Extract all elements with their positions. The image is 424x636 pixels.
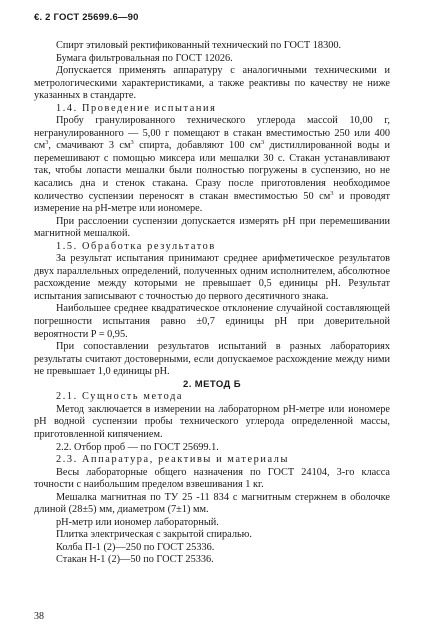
paragraph: Мешалка магнитная по ТУ 25 -11 834 с магнитным стержнем в оболочке длиной (28±5) мм, диаметром (7±1) мм.: [34, 491, 390, 516]
superscript: 3: [260, 139, 265, 147]
document-body: [34, 40, 390, 567]
paragraph: [34, 115, 390, 215]
text-line: Плитка электрическая с закрытой спиралью.: [56, 529, 252, 541]
text-line: Колба П-1 (2)—250 по ГОСТ 25336.: [56, 541, 215, 553]
paragraph: Допускается применять аппаратуру с аналогичными техническими и метрологическими характеристиками, а также реактивы по качеству не ниже указанных в стандарте.: [34, 65, 390, 102]
paragraph: Метод заключается в измерении на лабораторном pH-метре или иономере pH водной суспензии пробы технического углерода определенной массы, приготовленной кипячением.: [34, 403, 390, 440]
paragraph: Весы лабораторные общего назначения по ГОСТ 24104, 3-го класса точности с наибольшим пределом взвешивания 1 кг.: [34, 466, 390, 491]
superscript: 3: [45, 139, 49, 147]
section-title: 2. МЕТОД Б: [183, 378, 241, 390]
subsection-heading: 1.5. Обработка результатов: [56, 240, 216, 252]
paragraph-text: , смачивают 3 см: [48, 140, 131, 152]
paragraph-text: Пробу гранулированного технического углерода массой 10,00 г, негранулированного — 5,00 г помещают в стакан вместимостью 250 или 400 см: [34, 115, 390, 152]
subsection-heading: 2.1. Сущность метода: [56, 391, 184, 403]
subsection-heading: 2.3. Аппаратура, реактивы и материалы: [56, 454, 290, 466]
page-number: 38: [34, 611, 44, 622]
paragraph-text: дистиллированной воды и перемешивают с помощью миксера или мешалки 30 с. Стакан устанавливают так, чтобы лопасти мешалки были полностью погружены в суспензию, но не касались дна и стенок стакана. Сразу после приготовления необходимое количество суспензии переносят в стакан вместимостью 50 см: [34, 140, 390, 202]
paragraph: 2.2. Отбор проб — по ГОСТ 25699.1.: [56, 441, 219, 453]
text-line: Бумага фильтровальная по ГОСТ 12026.: [56, 52, 233, 64]
paragraph: За результат испытания принимают среднее арифметическое результатов двух параллельных определений, полученных одним исполнителем, абсолютное расхождение между которыми не превышает 0,5 единицы pH. Результат испытания записывают с точностью до первого десятичного знака.: [34, 253, 390, 302]
subsection-heading: 1.4. Проведение испытания: [56, 102, 217, 114]
paragraph-text: спирта, добавляют 100 см: [133, 140, 261, 152]
text-line: Стакан Н-1 (2)—50 по ГОСТ 25336.: [56, 554, 214, 566]
text-line: pH-метр или иономер лабораторный.: [56, 516, 219, 528]
page-header: €. 2 ГОСТ 25699.6—90: [34, 12, 139, 23]
superscript: 3: [130, 139, 134, 147]
paragraph-text: и проводят измерение на pH-метре или иономере.: [34, 190, 390, 215]
superscript: 3: [330, 189, 334, 197]
text-line: Спирт этиловый ректификованный технический по ГОСТ 18300.: [56, 40, 342, 51]
paragraph: Наибольшее среднее квадратическое отклонение случайной составляющей погрешности испытания равно ±0,7 единицы pH при доверительной вероятности P = 0,95.: [34, 303, 390, 340]
paragraph: При расслоении суспензии допускается измерять pH при перемешивании магнитной мешалкой.: [34, 215, 390, 240]
paragraph: При сопоставлении результатов испытаний в разных лабораториях результаты считают достоверными, если допускаемое расхождение между ними не превышает 1,0 единицы pH.: [34, 341, 390, 378]
